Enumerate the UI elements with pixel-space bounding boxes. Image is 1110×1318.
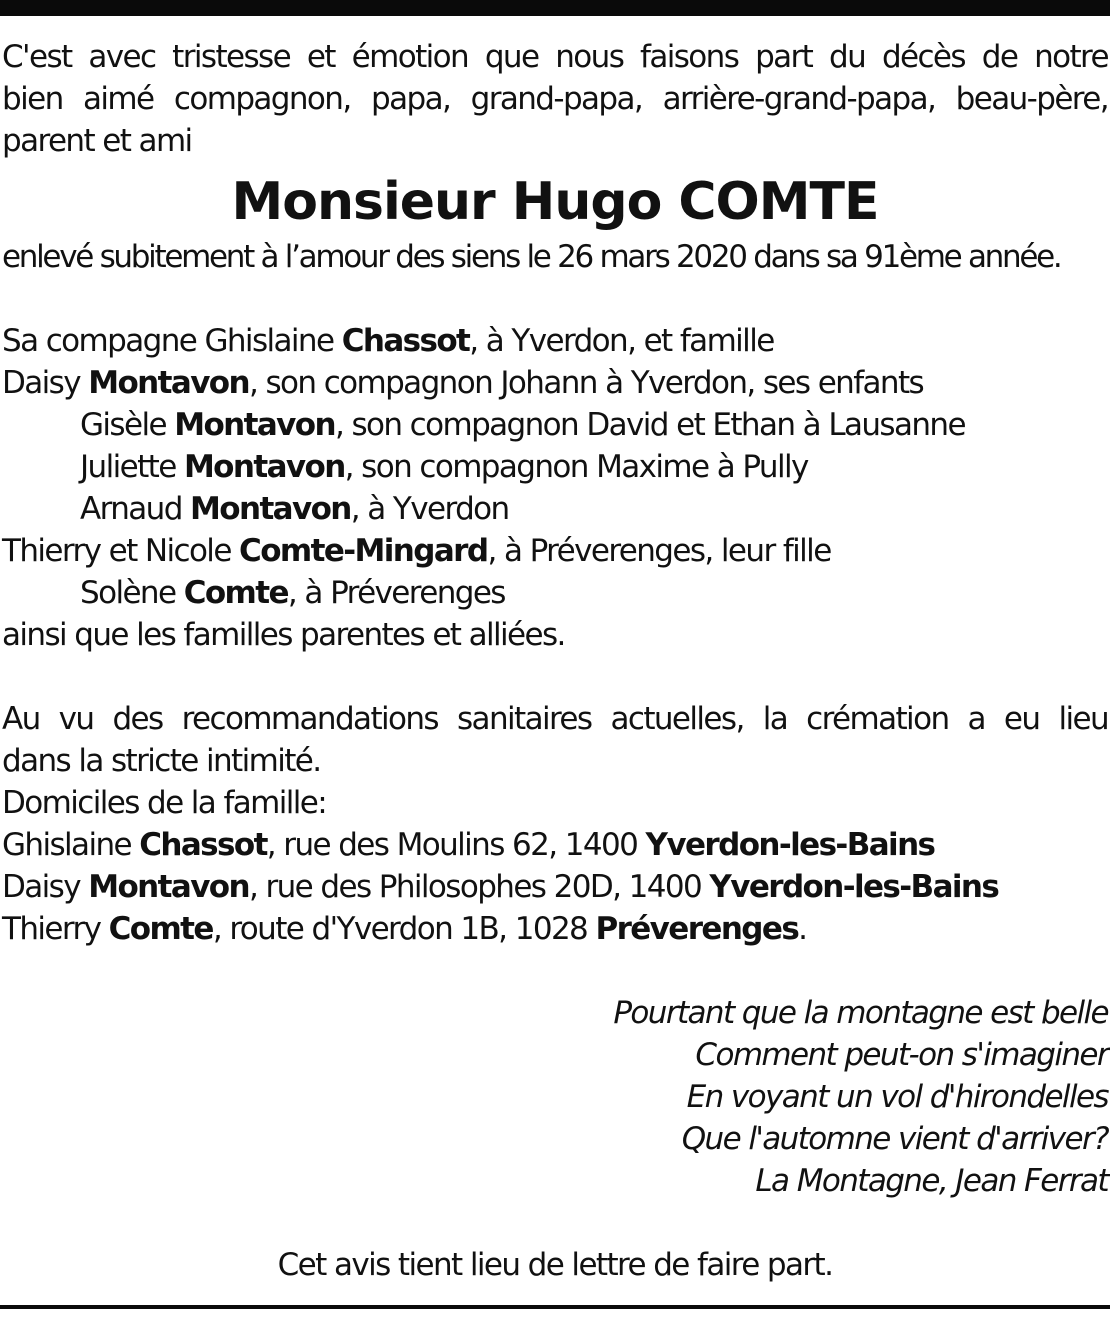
bottom-rule: [0, 1305, 1110, 1309]
family-surname: Comte: [183, 575, 288, 611]
family-surname: Montavon: [174, 407, 335, 443]
intro-line-2: bien aimé compagnon, papa, grand-papa, arrière-grand-papa, beau-père,: [2, 81, 1108, 117]
family-closing: ainsi que les familles parentes et alliées.: [2, 617, 565, 653]
family-line: Thierry et Nicole Comte-Mingard, à Préverenges, leur fille: [2, 533, 831, 569]
spacer: [2, 656, 1108, 698]
deceased-name: Monsieur Hugo COMTE: [231, 172, 879, 232]
poem-attribution: La Montagne, Jean Ferrat: [755, 1163, 1108, 1199]
family-surname: Montavon: [190, 491, 351, 527]
poem-line: Que l'automne vient d'arriver?: [681, 1121, 1108, 1157]
address-surname: Montavon: [88, 869, 249, 905]
obituary-notice: [2, 36, 1108, 1286]
address-city: Yverdon-les-Bains: [645, 827, 935, 863]
address-city: Préverenges: [595, 911, 799, 947]
address-line: Thierry Comte, route d'Yverdon 1B, 1028 Préverenges.: [2, 911, 807, 947]
poem-quote: [2, 992, 1108, 1202]
family-surname: Montavon: [88, 365, 249, 401]
address-list: [2, 824, 1108, 950]
family-surname: Montavon: [183, 449, 345, 485]
ceremony-line-1: Au vu des recommandations sanitaires actuelles, la crémation a eu lieu: [2, 701, 1108, 737]
address-line: Daisy Montavon, rue des Philosophes 20D, 1400 Yverdon-les-Bains: [2, 869, 999, 905]
closing-note: Cet avis tient lieu de lettre de faire part.: [277, 1247, 833, 1283]
poem-line: Pourtant que la montagne est belle: [613, 995, 1108, 1031]
family-line: Juliette Montavon, son compagnon Maxime à Pully: [80, 449, 808, 485]
address-surname: Chassot: [139, 827, 267, 863]
spacer: [2, 1202, 1108, 1244]
family-line: Gisèle Montavon, son compagnon David et Ethan à Lausanne: [80, 407, 965, 443]
spacer: [2, 950, 1108, 992]
family-line: Solène Comte, à Préverenges: [80, 575, 505, 611]
family-surname: Chassot: [341, 323, 470, 359]
family-line: Daisy Montavon, son compagnon Johann à Yverdon, ses enfants: [2, 365, 924, 401]
poem-line: Comment peut-on s'imaginer: [695, 1037, 1108, 1073]
top-rule: [0, 0, 1110, 16]
announcement: enlevé subitement à l’amour des siens le 26 mars 2020 dans sa 91ème année.: [2, 239, 1061, 275]
address-line: Ghislaine Chassot, rue des Moulins 62, 1400 Yverdon-les-Bains: [2, 827, 935, 863]
spacer: [2, 278, 1108, 320]
intro-line-1: C'est avec tristesse et émotion que nous faisons part du décès de notre: [2, 39, 1108, 75]
family-surname: Comte-Mingard: [239, 533, 488, 569]
intro-line-3: parent et ami: [2, 123, 192, 159]
domiciles-label: Domiciles de la famille:: [2, 785, 327, 821]
family-list: [2, 320, 1108, 656]
address-city: Yverdon-les-Bains: [709, 869, 999, 905]
family-line: Sa compagne Ghislaine Chassot, à Yverdon, et famille: [2, 323, 774, 359]
address-surname: Comte: [108, 911, 213, 947]
family-line: Arnaud Montavon, à Yverdon: [80, 491, 509, 527]
ceremony-line-2: dans la stricte intimité.: [2, 743, 321, 779]
poem-line: En voyant un vol d'hirondelles: [686, 1079, 1108, 1115]
